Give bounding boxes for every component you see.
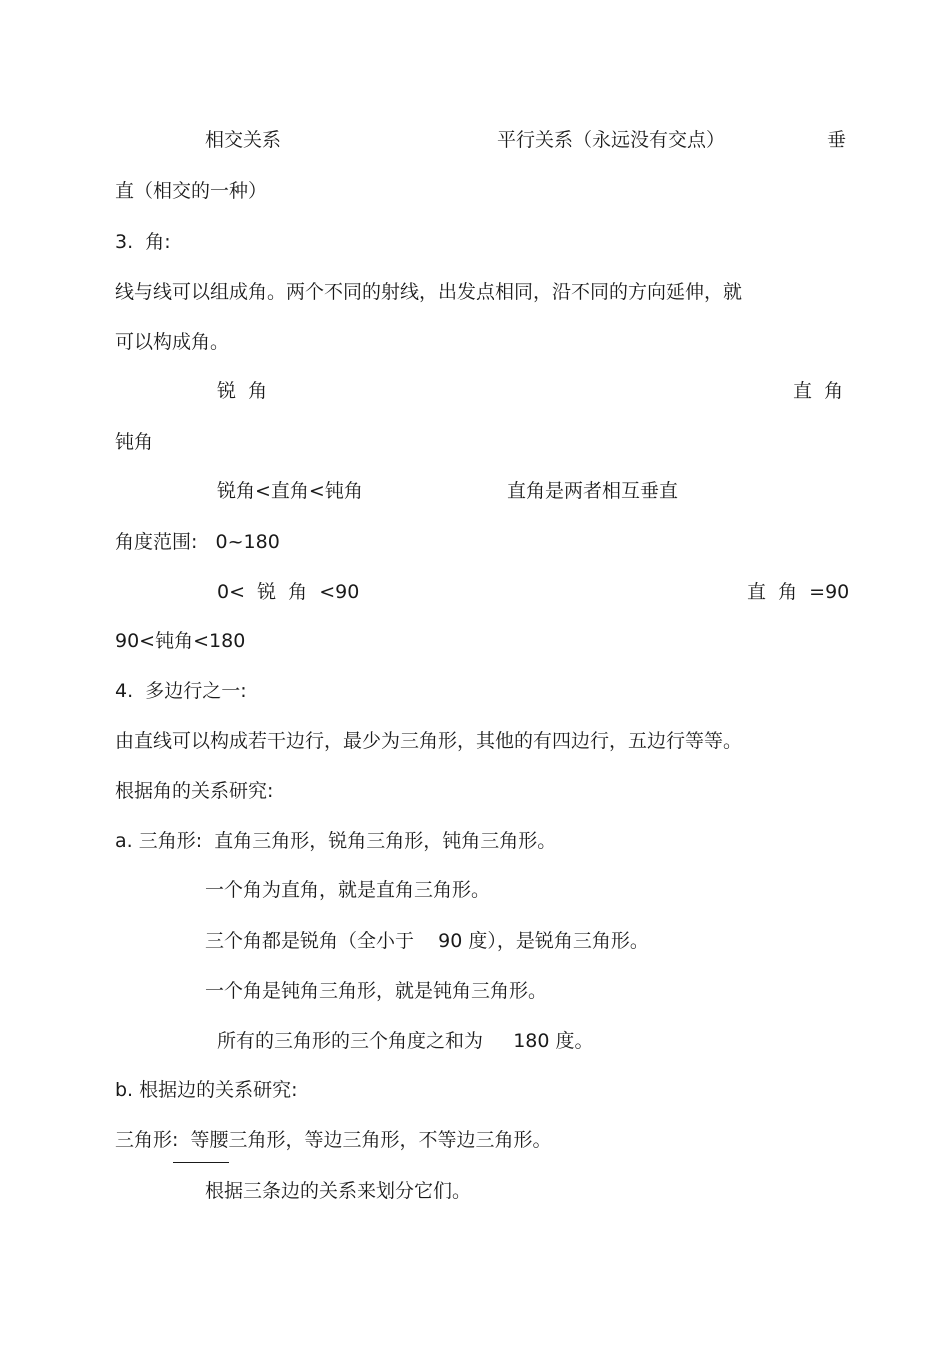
text-line: 线与线可以组成角。两个不同的射线，出发点相同，沿不同的方向延伸，就	[115, 281, 743, 303]
text-line-intersect: 相交关系	[205, 129, 282, 151]
text-line: 可以构成角。	[115, 331, 230, 353]
text-acute-range: 0< 锐 角 <90	[217, 581, 360, 603]
text-label-acute: 锐 角	[217, 380, 268, 402]
text-right-value: 直 角 =90	[747, 581, 850, 603]
text-line: 一个角为直角，就是直角三角形。	[205, 879, 491, 901]
text-line: 三个角都是锐角（全小于 90 度），是锐角三角形。	[205, 930, 649, 952]
text-line-perp-start: 垂	[827, 129, 847, 151]
text-right-angle-note: 直角是两者相互垂直	[507, 480, 679, 502]
text-line: 所有的三角形的三个角度之和为 180 度。	[217, 1030, 594, 1052]
text-label-right: 直 角	[793, 380, 844, 402]
text-line: 直（相交的一种）	[115, 180, 268, 202]
text-line: 一个角是钝角三角形，就是钝角三角形。	[205, 980, 548, 1002]
text-angle-range: 角度范围: 0~180	[115, 531, 280, 553]
section-heading-angle: 3. 角:	[115, 231, 171, 253]
text-angle-order: 锐角<直角<钝角	[217, 480, 363, 502]
text-line: a. 三角形: 直角三角形，锐角三角形，钝角三角形。	[115, 830, 557, 852]
text-line-parallel: 平行关系（永远没有交点）	[497, 129, 726, 151]
text-obtuse-range: 90<钝角<180	[115, 630, 246, 652]
text-line: 根据三条边的关系来划分它们。	[205, 1180, 472, 1202]
text-label-obtuse: 钝角	[115, 431, 154, 453]
text-line: 三角形: 等腰三角形，等边三角形，不等边三角形。	[115, 1129, 552, 1151]
text-line: b. 根据边的关系研究:	[115, 1079, 298, 1101]
text-line: 由直线可以构成若干边行，最少为三角形，其他的有四边行，五边行等等。	[115, 730, 743, 752]
underline-mark	[173, 1162, 229, 1163]
text-line: 根据角的关系研究:	[115, 780, 274, 802]
section-heading-polygon: 4. 多边行之一:	[115, 680, 247, 702]
